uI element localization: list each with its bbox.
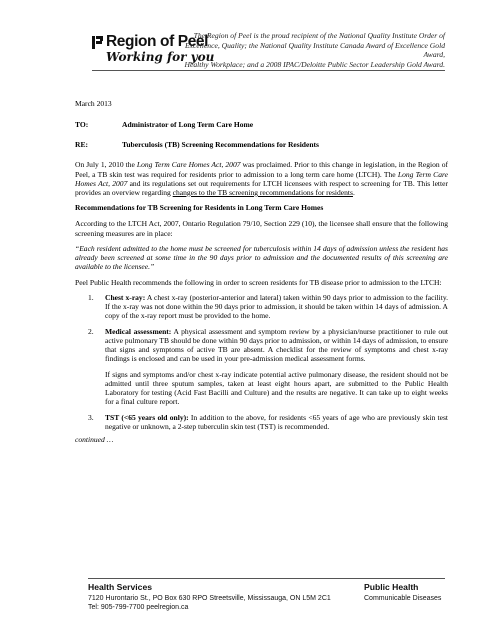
to-value: Administrator of Long Term Care Home — [122, 120, 254, 130]
org-tagline: Working for you — [106, 50, 215, 64]
list-item — [75, 293, 448, 320]
item-text: A chest x-ray (posterior-anterior and lateral) taken within 90 days prior to admission to the facility. If the x-ray was not done within the 90 days prior to admission, it should be taken within 14 days of admission. A copy of the x-ray report must be provided to the home. — [105, 293, 449, 321]
intro-paragraph: On July 1, 2010 the Long Term Care Homes Act, 2007 was proclaimed. Prior to this change in legislation, in the Region of Peel, a TB skin test was required for residents prior to admission to a long term care home (LTCH). The Long Term Care Homes Act, 2007 and its regulations set out requirements for LTCH licensees with respect to screening for TB. This letter provides an overview regarding changes to the TB screening recommendations for residents. — [75, 160, 449, 197]
re-value: Tuberculosis (TB) Screening Recommendations for Residents — [122, 140, 319, 150]
item-text: In addition to the above, for residents <65 years of age who are previously skin test negative or unknown, a 2-step tuberculin skin test (TST) is recommended. — [105, 412, 449, 431]
item-number: 1. — [88, 293, 94, 303]
item-label: Chest x-ray: — [105, 293, 146, 303]
act-name: Long Term Care Homes Act, 2007 — [136, 160, 241, 170]
letter-date: March 2013 — [75, 99, 112, 108]
footer-right — [364, 583, 441, 603]
footer-address: 7120 Hurontario St., PO Box 630 RPO Streetsville, Mississauga, ON L5M 2C1 — [88, 595, 331, 602]
footer-divider — [88, 578, 445, 579]
item-extra-text: If signs and symptoms and/or chest x-ray indicate potential active pulmonary disease, the resident should not be admitted until three sputum samples, taken at least eight hours apart, are submitted to the Public Health Laboratory for testing (Acid Fast Bacilli and Culture) and the results are negative. It can take up to eight weeks for a final culture report. — [105, 369, 448, 407]
continued-note: continued … — [75, 435, 114, 445]
item-number: 3. — [88, 412, 94, 422]
award-line: The Region of Peel is the proud recipient of the National Quality Institute Order of — [193, 31, 445, 40]
footer-subdivision: Communicable Diseases — [364, 595, 442, 602]
list-item — [75, 413, 448, 431]
header-divider — [92, 70, 445, 71]
peel-logo-icon — [92, 36, 103, 49]
to-line — [75, 120, 448, 129]
recommendation-list — [75, 293, 448, 431]
list-item — [75, 327, 448, 407]
award-line: Excellence, Quality; the National Quality Institute Canada Award of Excellence Gold Award, — [184, 40, 445, 60]
section-title: Recommendations for TB Screening for Residents in Long Term Care Homes — [75, 203, 324, 213]
award-statement — [165, 31, 445, 69]
to-label: TO: — [75, 120, 89, 130]
org-name: Region of Peel — [106, 33, 209, 50]
footer-division: Public Health — [364, 582, 419, 592]
footer-left — [88, 583, 331, 612]
regulation-quote: “Each resident admitted to the home must be screened for tuberculosis within 14 days of admission unless the resident has already been screened at some time in the 90 days prior to admission and the documented results of this screening are available to the licensee.” — [75, 243, 448, 272]
recommend-paragraph: Peel Public Health recommends the following in order to screen residents for TB disease prior to admission to the LTCH: — [75, 277, 442, 287]
award-line: Healthy Workplace; and a 2008 IPAC/Deloitte Public Sector Leadership Gold Award. — [184, 59, 445, 69]
footer-contact: Tel: 905-799-7700 peelregion.ca — [88, 604, 189, 611]
item-number: 2. — [88, 326, 94, 336]
recommendations-link[interactable]: changes to the TB screening recommendations for residents — [172, 187, 353, 197]
re-label: RE: — [75, 140, 88, 150]
act-name: Long Term Care Homes Act, 2007 — [75, 169, 448, 188]
act-paragraph: According to the LTCH Act, 2007, Ontario Regulation 79/10, Section 229 (10), the licensee shall ensure that the following screening measures are in place: — [75, 219, 448, 238]
item-text: A physical assessment and symptom review by a physician/nurse practitioner to rule out active pulmonary TB should be done within 90 days prior to admission, or within 14 days of admission, to ensure that signs and symptoms of active TB are absent. A checklist for the review of symptoms and chest x-ray findings is enclosed and can be used in your pre-admission medical assessment forms. — [105, 326, 449, 364]
letter-body — [75, 99, 448, 445]
item-label: TST (<65 years old only): — [105, 412, 189, 422]
re-line — [75, 140, 448, 149]
footer-department: Health Services — [88, 582, 153, 592]
item-label: Medical assessment: — [105, 326, 172, 336]
